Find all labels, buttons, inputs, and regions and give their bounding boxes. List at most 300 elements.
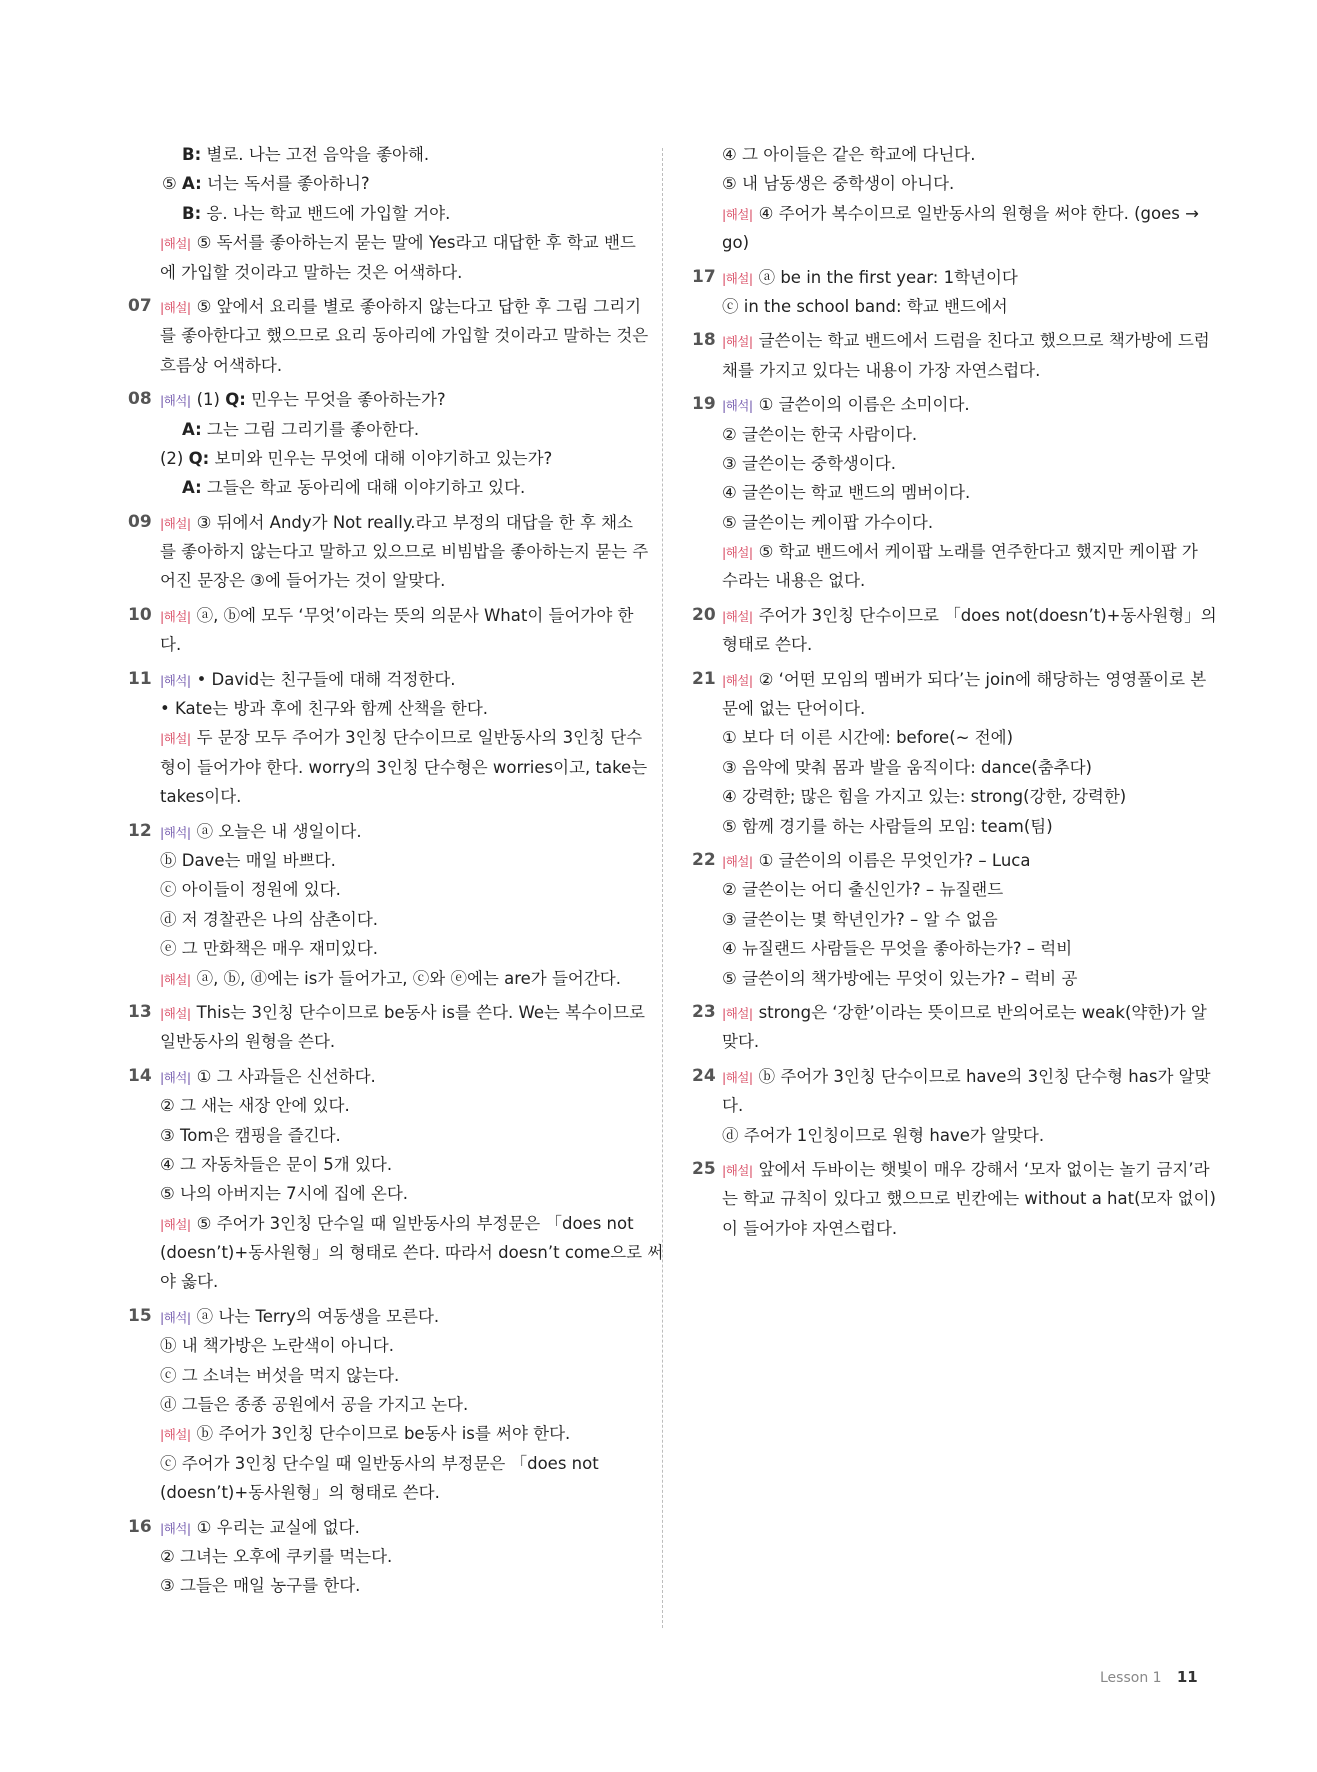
line-content: [722, 1091, 743, 1120]
text-line: [128, 1062, 633, 1091]
text-segment: ⓑ Dave는 매일 바쁘다.: [160, 850, 336, 870]
line-content: [722, 1121, 1044, 1150]
text-line: [692, 875, 1197, 904]
item-number: 13: [128, 1001, 152, 1022]
line-content: [160, 723, 642, 753]
text-line: [128, 1238, 664, 1267]
line-content: [182, 473, 525, 502]
line-content: [182, 199, 450, 228]
explanation-tag: |해설|: [722, 270, 753, 286]
text-line: [692, 1091, 1197, 1120]
item-number: 20: [692, 604, 716, 625]
explanation-tag: |해설|: [160, 1427, 191, 1443]
text-segment: 그는 그림 그리기를 좋아한다.: [201, 419, 420, 439]
line-content: [722, 812, 1053, 841]
text-line: [692, 356, 1197, 385]
item-number: 22: [692, 849, 716, 870]
text-segment: 를 좋아한다고 했으므로 요리 동아리에 가입할 것이라고 말하는 것은: [160, 326, 649, 346]
text-segment: takes이다.: [160, 787, 242, 807]
text-line: [692, 508, 1197, 537]
line-content: [722, 1027, 759, 1056]
text-line: [128, 817, 633, 846]
text-line: [128, 566, 633, 595]
line-content: [160, 1062, 376, 1092]
line-content: [160, 934, 378, 963]
text-segment: ④ 주어가 복수이므로 일반동사의 원형을 써야 한다. (goes →: [758, 203, 1199, 223]
text-line: [128, 140, 633, 169]
text-line: [692, 199, 1197, 228]
left-column: [128, 140, 664, 1601]
text-segment: ③ 뒤에서 Andy가 Not really.라고 부정의 대답을 한 후 채소: [196, 512, 633, 532]
text-line: [128, 258, 633, 287]
text-segment: 어진 문장은 ③에 들어가는 것이 알맞다.: [160, 571, 446, 591]
line-content: [722, 1062, 1211, 1092]
text-segment: ⓔ 그 만화책은 매우 재미있다.: [160, 939, 379, 959]
text-segment: ③ 글쓴이는 몇 학년인가? – 알 수 없음: [722, 909, 998, 929]
line-content: [722, 875, 1003, 904]
explanation-tag: |해설|: [160, 1216, 191, 1232]
text-line: [128, 1027, 633, 1056]
item-number: 08: [128, 389, 152, 410]
translation-tag: |해석|: [160, 1069, 191, 1085]
text-segment: 일반동사의 원형을 쓴다.: [160, 1032, 336, 1052]
text-segment: 다.: [722, 1096, 744, 1116]
text-line: [692, 630, 1197, 659]
text-line: [692, 601, 1217, 630]
text-segment: ④ 강력한; 많은 힘을 가지고 있는: strong(강한, 강력한): [722, 787, 1127, 807]
text-segment: 를 좋아하지 않는다고 말하고 있으므로 비빔밥을 좋아하는지 묻는 주: [160, 542, 649, 562]
text-line: [692, 964, 1197, 993]
text-line: [692, 1062, 1211, 1091]
text-segment: ⓐ, ⓑ, ⓓ에는 is가 들어가고, ⓒ와 ⓔ에는 are가 들어간다.: [196, 968, 621, 988]
line-content: [722, 998, 1207, 1028]
text-segment: 그들은 학교 동아리에 대해 이야기하고 있다.: [201, 478, 526, 498]
text-segment: ④ 그 아이들은 같은 학교에 다닌다.: [722, 145, 976, 164]
text-line: [128, 1571, 633, 1600]
text-line: [692, 326, 1210, 355]
text-segment: ④ 글쓴이는 학교 밴드의 멤버이다.: [722, 483, 971, 503]
text-segment: • Kate는 방과 후에 친구와 함께 산책을 한다.: [160, 699, 489, 719]
line-content: [722, 1214, 897, 1243]
explanation-tag: |해설|: [160, 236, 191, 252]
text-line: [128, 1390, 633, 1419]
text-line: [692, 390, 1197, 419]
line-content: [160, 1478, 440, 1507]
text-line: [128, 1513, 633, 1542]
text-segment: 에 가입할 것이라고 말하는 것은 어색하다.: [160, 262, 463, 282]
translation-tag: |해석|: [722, 398, 753, 414]
line-content: [160, 351, 282, 380]
speaker-label: B:: [182, 203, 202, 223]
text-segment: ③ 글쓴이는 중학생이다.: [722, 453, 896, 473]
text-line: [692, 449, 1197, 478]
line-content: [160, 1331, 394, 1360]
translation-tag: |해석|: [160, 393, 191, 409]
text-segment: ⓑ 내 책가방은 노란색이 아니다.: [160, 1336, 394, 1356]
text-line: [128, 1302, 633, 1331]
speaker-label: A:: [182, 419, 202, 439]
line-content: [722, 508, 933, 537]
line-content: [722, 566, 865, 595]
line-content: [160, 1027, 335, 1056]
text-line: [692, 228, 1197, 257]
text-segment: ⓐ 나는 Terry의 여동생을 모른다.: [196, 1306, 440, 1326]
text-segment: (1): [196, 390, 226, 410]
line-content: [160, 258, 462, 287]
item-number: 21: [692, 668, 716, 689]
line-content: [160, 998, 645, 1028]
text-line: [128, 351, 633, 380]
text-line: [128, 694, 633, 723]
text-line: [692, 723, 1197, 752]
text-segment: 형이 들어가야 한다. worry의 3인칭 단수형은 worries이고, take는: [160, 757, 648, 777]
text-segment: ⓑ 주어가 3인칭 단수이므로 be동사 is를 써야 한다.: [196, 1424, 571, 1444]
lesson-label: Lesson 1: [1100, 1670, 1162, 1686]
text-line: [128, 199, 633, 228]
text-segment: 앞에서 두바이는 햇빛이 매우 강해서 ‘모자 없이는 놀기 금지’라: [758, 1159, 1210, 1179]
line-content: [162, 169, 370, 198]
line-content: [160, 1571, 360, 1600]
text-segment: ⓐ 오늘은 내 생일이다.: [196, 821, 362, 841]
text-segment: 두 문장 모두 주어가 3인칭 단수이므로 일반동사의 3인칭 단수: [196, 728, 643, 748]
line-content: [160, 601, 633, 631]
line-content: [182, 415, 419, 444]
text-line: [128, 228, 636, 257]
line-content: [160, 630, 181, 659]
line-content: [722, 1184, 1216, 1213]
text-segment: ② ‘어떤 모임의 멤버가 되다’는 join에 해당하는 영영풀이로 본: [758, 669, 1207, 689]
text-line: [128, 1478, 633, 1507]
item-number: 18: [692, 330, 716, 351]
item-number: 16: [128, 1516, 152, 1537]
line-content: [722, 420, 917, 449]
text-segment: ① 보다 더 이른 시간에: before(~ 전에): [722, 728, 1014, 748]
text-segment: 흐름상 어색하다.: [160, 355, 283, 375]
text-segment: ⑤ 내 남동생은 중학생이 아니다.: [722, 174, 955, 194]
text-line: [128, 846, 633, 875]
line-content: [722, 140, 975, 169]
text-line: [692, 782, 1197, 811]
text-line: [128, 964, 633, 993]
line-content: [160, 1238, 663, 1267]
explanation-tag: |해설|: [722, 545, 753, 561]
text-line: [128, 601, 633, 630]
line-content: [160, 1513, 360, 1543]
line-content: [722, 694, 865, 723]
text-segment: ⓐ, ⓑ에 모두 ‘무엇’이라는 뜻의 의문사 What이 들어가야 한: [196, 605, 634, 625]
text-segment: ③ 그들은 매일 농구를 한다.: [160, 1576, 361, 1596]
text-line: [128, 1179, 633, 1208]
item-number: 25: [692, 1158, 716, 1179]
line-content: [722, 934, 1072, 963]
line-content: [722, 846, 1030, 876]
text-segment: (doesn’t)+동사원형」의 형태로 쓴다. 따라서 doesn’t come으로 써: [160, 1243, 664, 1263]
explanation-tag: |해설|: [722, 1069, 753, 1085]
text-line: [128, 998, 645, 1027]
line-content: [722, 478, 970, 507]
text-line: [128, 875, 633, 904]
line-content: [722, 263, 1018, 293]
text-segment: ⑤ 학교 밴드에서 케이팝 노래를 연주한다고 했지만 케이팝 가: [758, 542, 1198, 562]
text-line: [128, 782, 633, 811]
text-segment: 는 학교 규칙이 있다고 했으므로 빈칸에는 without a hat(모자 없이): [722, 1189, 1216, 1209]
text-line: [692, 263, 1197, 292]
explanation-tag: |해설|: [160, 1005, 191, 1021]
text-segment: ⓐ be in the first year: 1학년이다: [758, 267, 1018, 287]
line-content: [722, 169, 954, 198]
translation-tag: |해석|: [160, 1309, 191, 1325]
text-line: [128, 1542, 633, 1571]
text-segment: ⓒ 그 소녀는 버섯을 먹지 않는다.: [160, 1365, 400, 1385]
speaker-label: Q:: [225, 390, 246, 410]
explanation-tag: |해설|: [722, 1162, 753, 1178]
item-number: 10: [128, 604, 152, 625]
text-segment: 형태로 쓴다.: [722, 635, 813, 655]
text-segment: ① 글쓴이의 이름은 소미이다.: [758, 395, 970, 415]
line-content: [722, 390, 970, 420]
line-content: [160, 753, 647, 782]
text-line: [692, 1214, 1197, 1243]
line-content: [160, 508, 633, 538]
text-line: [128, 630, 633, 659]
text-segment: ④ 그 자동차들은 문이 5개 있다.: [160, 1154, 393, 1174]
text-segment: ⑤ 함께 경기를 하는 사람들의 모임: team(팀): [722, 816, 1053, 836]
text-segment: ⓓ 주어가 1인칭이므로 원형 have가 알맞다.: [722, 1125, 1045, 1145]
text-line: [128, 753, 648, 782]
text-segment: ⓒ 아이들이 정원에 있다.: [160, 880, 341, 900]
text-line: [692, 1121, 1197, 1150]
text-line: [692, 812, 1197, 841]
line-content: [722, 601, 1217, 631]
explanation-tag: |해설|: [722, 672, 753, 688]
text-line: [128, 473, 633, 502]
text-segment: 다.: [160, 635, 182, 655]
item-number: 14: [128, 1065, 152, 1086]
explanation-tag: |해설|: [160, 608, 191, 624]
text-line: [692, 1184, 1216, 1213]
text-segment: strong은 ‘강한’이라는 뜻이므로 반의어로는 weak(약한)가 알: [758, 1002, 1207, 1022]
text-segment: ② 글쓴이는 어디 출신인가? – 뉴질랜드: [722, 880, 1004, 900]
text-line: [692, 1155, 1210, 1184]
line-content: [160, 321, 648, 350]
speaker-label: Q:: [188, 448, 210, 468]
text-line: [128, 1150, 633, 1179]
text-segment: • David는 친구들에 대해 걱정한다.: [196, 669, 456, 689]
text-line: [128, 1361, 633, 1390]
text-segment: ⑤ 독서를 좋아하는지 묻는 말에 Yes라고 대답한 후 학교 밴드: [196, 233, 636, 253]
right-column: [692, 140, 1217, 1243]
line-content: [722, 449, 896, 478]
line-content: [722, 665, 1206, 695]
text-segment: go): [722, 233, 750, 253]
explanation-tag: |해설|: [722, 608, 753, 624]
item-number: 24: [692, 1065, 716, 1086]
translation-tag: |해석|: [160, 1520, 191, 1536]
text-line: [128, 934, 633, 963]
explanation-tag: |해설|: [160, 515, 191, 531]
line-content: [722, 326, 1210, 356]
line-content: [160, 1449, 599, 1478]
page-footer: [1100, 1665, 1200, 1689]
explanation-tag: |해설|: [160, 299, 191, 315]
text-segment: 주어가 3인칭 단수이므로 「does not(doesn’t)+동사원형」의: [758, 605, 1217, 625]
text-segment: ⑤ 주어가 3인칭 단수일 때 일반동사의 부정문은 「does not: [196, 1213, 634, 1233]
line-content: [160, 964, 621, 994]
line-content: [722, 199, 1199, 229]
line-content: [160, 1209, 634, 1239]
explanation-tag: |해설|: [722, 1005, 753, 1021]
text-segment: ① 그 사과들은 신선하다.: [196, 1066, 376, 1086]
text-line: [128, 385, 633, 414]
text-segment: 민우는 무엇을 좋아하는가?: [245, 390, 446, 410]
explanation-tag: |해설|: [160, 731, 191, 747]
speaker-label: A:: [182, 174, 202, 194]
item-number: 11: [128, 668, 152, 689]
line-content: [160, 1121, 341, 1150]
explanation-tag: |해설|: [722, 853, 753, 869]
text-segment: ① 글쓴이의 이름은 무엇인가? – Luca: [758, 850, 1031, 870]
item-number: 19: [692, 394, 716, 415]
item-number: 17: [692, 266, 716, 287]
line-content: [160, 1390, 468, 1419]
translation-tag: |해석|: [160, 824, 191, 840]
line-content: [160, 1150, 392, 1179]
speaker-label: A:: [182, 478, 202, 498]
line-content: [722, 537, 1198, 567]
line-content: [160, 905, 378, 934]
text-segment: ⑤: [162, 174, 183, 194]
item-number: 15: [128, 1305, 152, 1326]
text-segment: (doesn’t)+동사원형」의 형태로 쓴다.: [160, 1483, 440, 1503]
text-line: [128, 905, 633, 934]
text-line: [692, 665, 1207, 694]
text-line: [128, 723, 643, 752]
text-line: [692, 169, 1197, 198]
text-segment: ③ 음악에 맞춰 몸과 발을 움직이다: dance(춤추다): [722, 757, 1092, 777]
text-line: [692, 1027, 1197, 1056]
line-content: [160, 1091, 350, 1120]
text-segment: ⓑ 주어가 3인칭 단수이므로 have의 3인칭 단수형 has가 알맞: [758, 1066, 1211, 1086]
line-content: [722, 228, 749, 257]
text-segment: ⓒ 주어가 3인칭 단수일 때 일반동사의 부정문은 「does not: [160, 1453, 599, 1473]
line-content: [722, 292, 1008, 321]
text-line: [692, 537, 1197, 566]
line-content: [722, 356, 1040, 385]
text-segment: (2): [160, 448, 189, 468]
line-content: [160, 385, 446, 415]
translation-tag: |해석|: [160, 672, 191, 688]
text-line: [128, 1091, 633, 1120]
text-line: [692, 478, 1197, 507]
column-divider: [662, 148, 663, 1628]
line-content: [160, 1302, 439, 1332]
text-segment: 글쓴이는 학교 밴드에서 드럼을 친다고 했으므로 책가방에 드럼: [758, 331, 1210, 351]
explanation-tag: |해설|: [722, 334, 753, 350]
line-content: [160, 537, 648, 566]
text-segment: 보미와 민우는 무엇에 대해 이야기하고 있는가?: [209, 448, 553, 468]
line-content: [160, 694, 488, 723]
text-line: [128, 292, 642, 321]
line-content: [160, 444, 552, 473]
text-line: [128, 1331, 633, 1360]
text-line: [128, 321, 649, 350]
item-number: 09: [128, 511, 152, 532]
item-number: 23: [692, 1001, 716, 1022]
text-line: [128, 415, 633, 444]
text-line: [128, 1121, 633, 1150]
text-segment: 채를 가지고 있다는 내용이 가장 자연스럽다.: [722, 360, 1041, 380]
text-line: [692, 905, 1197, 934]
text-segment: ⑤ 나의 아버지는 7시에 집에 온다.: [160, 1184, 409, 1204]
line-content: [722, 723, 1013, 752]
text-segment: ⑤ 글쓴이는 케이팝 가수이다.: [722, 512, 934, 532]
text-line: [692, 998, 1207, 1027]
line-content: [722, 753, 1092, 782]
text-segment: ① 우리는 교실에 없다.: [196, 1517, 360, 1537]
text-segment: ④ 뉴질랜드 사람들은 무엇을 좋아하는가? – 럭비: [722, 939, 1073, 959]
text-line: [692, 566, 1197, 595]
text-line: [128, 169, 633, 198]
text-line: [128, 537, 649, 566]
line-content: [722, 782, 1126, 811]
text-segment: ② 글쓴이는 한국 사람이다.: [722, 424, 918, 444]
text-segment: ② 그녀는 오후에 쿠키를 먹는다.: [160, 1546, 393, 1566]
speaker-label: B:: [182, 145, 202, 164]
line-content: [722, 905, 998, 934]
text-line: [128, 1419, 633, 1448]
text-line: [692, 694, 1197, 723]
line-content: [160, 846, 336, 875]
text-segment: 응. 나는 학교 밴드에 가입할 거야.: [201, 203, 451, 223]
line-content: [722, 630, 812, 659]
line-content: [160, 1267, 218, 1296]
text-line: [128, 444, 633, 473]
line-content: [722, 1155, 1210, 1185]
line-content: [160, 1179, 408, 1208]
text-segment: ⓓ 저 경찰관은 나의 삼촌이다.: [160, 909, 379, 929]
line-content: [160, 875, 341, 904]
text-segment: ⓓ 그들은 종종 공원에서 공을 가지고 논다.: [160, 1395, 469, 1415]
text-segment: 맞다.: [722, 1032, 760, 1052]
text-line: [128, 1209, 633, 1238]
text-line: [692, 140, 1197, 169]
line-content: [160, 817, 362, 847]
item-number: 12: [128, 820, 152, 841]
text-line: [128, 1267, 633, 1296]
line-content: [160, 292, 641, 322]
text-line: [128, 1449, 633, 1478]
text-line: [128, 665, 633, 694]
text-line: [692, 934, 1197, 963]
text-segment: 문에 없는 단어이다.: [722, 699, 866, 719]
text-segment: This는 3인칭 단수이므로 be동사 is를 쓴다. We는 복수이므로: [196, 1002, 645, 1022]
line-content: [160, 228, 636, 258]
text-segment: ⑤ 글쓴이의 책가방에는 무엇이 있는가? – 럭비 공: [722, 968, 1078, 988]
text-segment: 별로. 나는 고전 음악을 좋아해.: [201, 145, 430, 164]
text-segment: 야 옳다.: [160, 1272, 219, 1292]
line-content: [160, 665, 456, 695]
text-segment: ③ Tom은 캠핑을 즐긴다.: [160, 1125, 341, 1145]
text-segment: ② 그 새는 새장 안에 있다.: [160, 1096, 350, 1116]
line-content: [182, 140, 429, 169]
line-content: [160, 1542, 392, 1571]
text-segment: ⓒ in the school band: 학교 밴드에서: [722, 296, 1008, 316]
text-segment: ⑤ 앞에서 요리를 별로 좋아하지 않는다고 답한 후 그림 그리기: [196, 296, 642, 316]
item-number: 07: [128, 295, 152, 316]
text-line: [692, 292, 1197, 321]
line-content: [160, 566, 445, 595]
line-content: [160, 1419, 570, 1449]
